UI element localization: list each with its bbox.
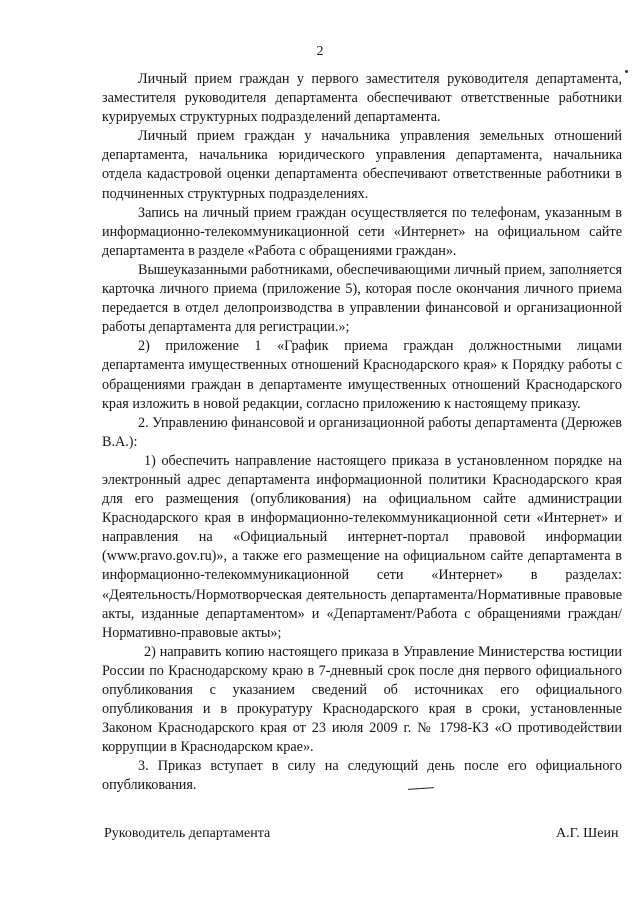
signature-title: Руководитель департамента — [104, 826, 271, 841]
paragraph-item-3: 3. Приказ вступает в силу на следующий день после его официального опубликования. — [102, 758, 622, 794]
paragraph-subitem-1: 1) обеспечить направление настоящего приказа в установленном порядке на электронный адрес департамента информационной политики Краснодарского края для его размещения (опубликования) на официальном сайте администрации Краснодарского края в информационно-телекоммуникационной сети «Интернет» и направления на «Официальный интернет-портал правовой информации (www.pravo.gov.ru)», а также его размещение на официальном сайте департамента в информационно-телекоммуникационной сети «Интернет» в разделах: «Деятельность/Нормотворческая деятельность департамента/Нормативные правовые акты, изданные департаментом» и «Департамент/Работа с обращениями граждан/Нормативно-правовые акты»; — [102, 452, 622, 641]
paragraph-reception-heads: Личный прием граждан у начальника управления земельных отношений департамента, начальника юридического управления департамента, начальника отдела кадастровой оценки департамента обеспечивают ответственные работники в подчиненных структурных подразделениях. — [102, 128, 622, 202]
scan-speck — [625, 70, 628, 73]
signature-name: А.Г. Шеин — [556, 826, 619, 841]
paragraph-appendix-1: 2) приложение 1 «График приема граждан должностными лицами департамента имущественных отношений Краснодарского края» к Порядку работы с обращениями граждан в департаменте имущественных отношений Краснодарского края изложить в новой редакции, согласно приложению к настоящему приказу. — [102, 338, 622, 412]
paragraph-subitem-2: 2) направить копию настоящего приказа в Управление Министерства юстиции России по Краснодарскому краю в 7-дневный срок после дня первого официального опубликования с указанием сведений об источниках его официального опубликования и в прокуратуру Краснодарского края в сроки, установленные Законом Краснодарского края от 23 июля 2009 г. № 1798-КЗ «О противодействии коррупции в Краснодарском крае». — [102, 643, 622, 756]
paragraph-reception-card: Вышеуказанными работниками, обеспечивающими личный прием, заполняется карточка личного приема (приложение 5), которая после окончания личного приема передается в отдел делопроизводства в управлении финансовой и организационной работы департамента для регистрации.»; — [102, 261, 622, 336]
document-body — [102, 70, 622, 796]
paragraph-appointment-phone: Запись на личный прием граждан осуществляется по телефонам, указанным в информационно-телекоммуникационной сети «Интернет» на официальном сайте департамента в разделе «Работа с обращениями граждан». — [102, 204, 622, 259]
paragraph-item-2: 2. Управлению финансовой и организационной работы департамента (Дерюжев В.А.): — [102, 414, 622, 450]
paragraph-reception-first-deputy: Личный прием граждан у первого заместителя руководителя департамента, заместителя руководителя департамента обеспечивают ответственные работники курируемых структурных подразделений департамента. — [102, 71, 622, 126]
page-number: 2 — [316, 44, 324, 59]
